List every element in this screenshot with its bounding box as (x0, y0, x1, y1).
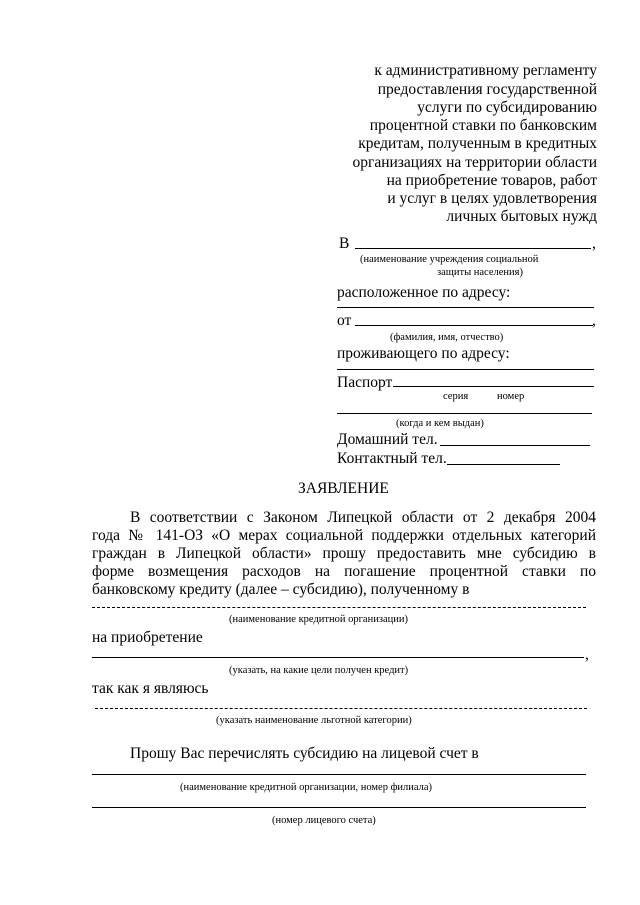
located-label: расположенное по адресу: (337, 284, 511, 301)
purpose-caption: (указать, на какие цели получен кредит) (229, 665, 409, 676)
passport-issued-caption: (когда и кем выдан) (396, 418, 484, 429)
header-line: предоставления государственной (377, 81, 597, 98)
credit-organization-caption: (наименование кредитной организации) (229, 614, 408, 625)
header-line: к административному регламенту (374, 62, 597, 79)
passport-number-caption: номер (497, 391, 525, 402)
as-i-am-label: так как я являюсь (92, 680, 209, 697)
institution-field[interactable] (355, 248, 591, 249)
header-line: на приобретение товаров, работ (386, 172, 597, 189)
to-prefix: В (339, 235, 350, 252)
living-address-field[interactable] (337, 369, 594, 370)
purchase-label: на приобретение (92, 629, 203, 646)
body-line: года № 141-ОЗ «О мерах социальной поддержки отдельных категорий (92, 527, 596, 544)
transfer-request-text: Прошу Вас перечислять субсидию на лицевой счет в (130, 745, 479, 762)
institution-address-field[interactable] (337, 307, 594, 308)
contact-phone-label: Контактный тел. (337, 450, 447, 467)
account-number-field[interactable] (92, 807, 586, 808)
applicant-name-field[interactable] (355, 325, 593, 326)
header-line: кредитам, полученным в кредитных (358, 135, 597, 152)
purchase-purpose-field[interactable] (92, 657, 584, 658)
header-line: и услуг в целях удовлетворения (387, 190, 597, 207)
institution-caption-2: защиты населения) (437, 267, 523, 278)
purchase-suffix: , (585, 646, 589, 663)
contact-phone-field[interactable] (447, 464, 560, 465)
body-line: граждан в Липецкой области» прошу предоставить мне субсидию в (92, 545, 596, 562)
passport-field[interactable] (393, 386, 594, 387)
living-address-label: проживающего по адресу: (337, 345, 510, 362)
applicant-name-caption: (фамилия, имя, отчество) (390, 332, 504, 343)
credit-organization-field[interactable] (92, 607, 586, 608)
to-suffix: , (592, 235, 596, 252)
benefit-category-caption: (указать наименование льготной категории) (216, 715, 412, 726)
body-line: банковскому кредиту (далее – субсидию), полученному в (92, 581, 470, 598)
passport-issued-field[interactable] (337, 413, 592, 414)
institution-caption: (наименование учреждения социальной (360, 254, 539, 265)
home-phone-field[interactable] (440, 445, 590, 446)
bank-branch-caption: (наименование кредитной организации, номер филиала) (180, 782, 433, 793)
passport-series-caption: серия (443, 391, 469, 402)
from-prefix: от (337, 312, 352, 329)
account-number-caption: (номер лицевого счета) (272, 815, 376, 826)
header-line: организациях на территории области (352, 154, 597, 171)
from-suffix: , (592, 312, 596, 329)
body-line: В соответствии с Законом Липецкой области от 2 декабря 2004 (130, 509, 596, 526)
bank-branch-field[interactable] (92, 774, 586, 775)
home-phone-label: Домашний тел. (337, 431, 438, 448)
header-line: процентной ставки по банковским (369, 117, 597, 134)
benefit-category-field[interactable] (95, 708, 587, 709)
passport-label: Паспорт (337, 374, 393, 391)
body-line: форме возмещения расходов на погашение процентной ставки по (92, 563, 596, 580)
header-line: личных бытовых нужд (446, 208, 597, 225)
document-title: ЗАЯВЛЕНИЕ (298, 480, 389, 497)
header-line: услуги по субсидированию (417, 99, 597, 116)
